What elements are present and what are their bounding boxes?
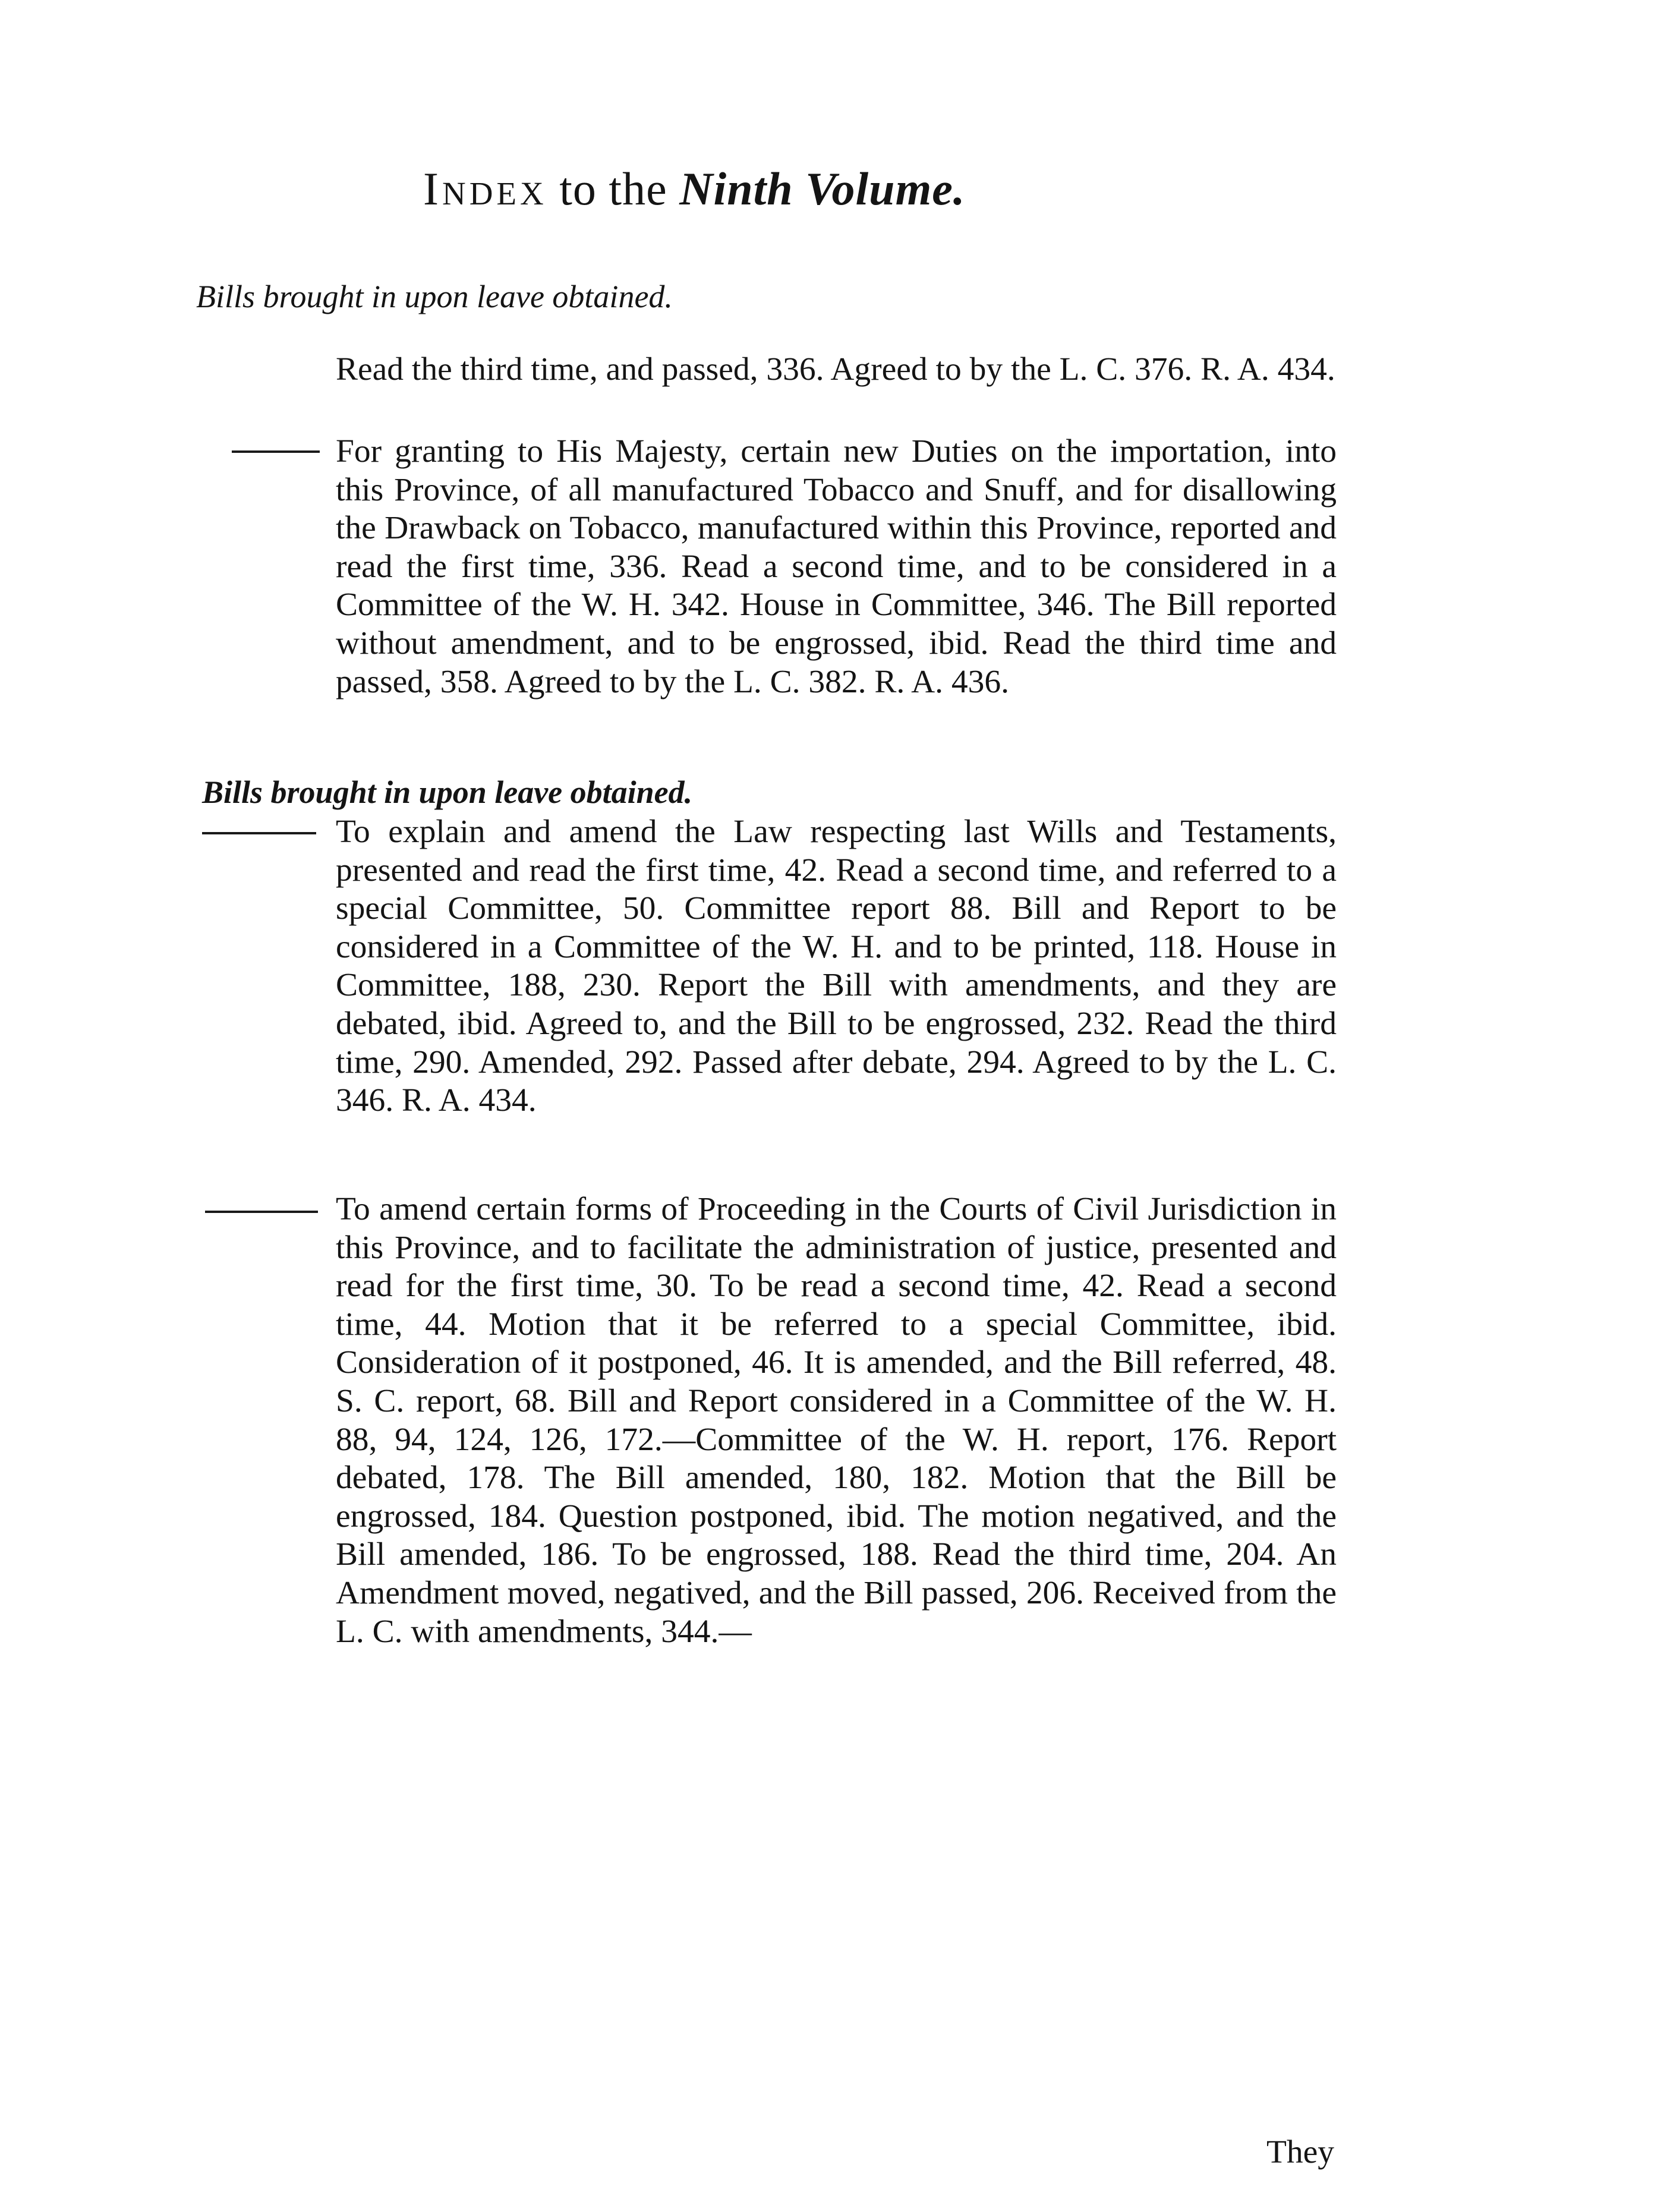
title-prefix: Index [423, 163, 547, 215]
title-middle: to the [547, 163, 680, 215]
section-heading-1: Bills brought in upon leave obtained. [196, 279, 673, 314]
entry-dash-2 [202, 832, 316, 834]
entry-dash-1 [232, 450, 320, 453]
section-heading-2: Bills brought in upon leave obtained. [202, 774, 693, 810]
catchword: They [1266, 2134, 1334, 2170]
index-entry-3: To explain and amend the Law respecting last Wills and Testaments, presented and read the first time, 42. Read a second time, and referred to a special Committee, 50. Committee report 88. Bill and Report to be considered in a Committee of the W. H. and to be printed, 118. House in Committee, 188, 230. Report the Bill with amendments, and they are debated, ibid. Agreed to, and the Bill to be engrossed, 232. Read the third time, 290. Amended, 292. Passed after debate, 294. Agreed to by the L. C. 346. R. A. 434. [336, 814, 1337, 1119]
page-title [423, 159, 1285, 219]
entry-dash-3 [205, 1211, 318, 1213]
index-entry-2: For granting to His Majesty, certain new Duties on the importation, into this Province, of all manufactured Tobacco and Snuff, and for disallowing the Drawback on Tobacco, manufactured within this Province, reported and read the first time, 336. Read a second time, and to be considered in a Committee of the W. H. 342. House in Committee, 346. The Bill reported without amendment, and to be engrossed, ibid. Read the third time and passed, 358. Agreed to by the L. C. 382. R. A. 436. [336, 433, 1337, 700]
title-emphasis: Ninth Volume. [679, 163, 966, 215]
index-entry-4: To amend certain forms of Proceeding in the Courts of Civil Jurisdiction in this Province, and to facilitate the administration of justice, presented and read for the first time, 30. To be read a second time, 42. Read a second time, 44. Motion that it be referred to a special Committee, ibid. Consideration of it postponed, 46. It is amended, and the Bill referred, 48. S. C. report, 68. Bill and Report considered in a Committee of the W. H. 88, 94, 124, 126, 172.—Committee of the W. H. report, 176. Report debated, 178. The Bill amended, 180, 182. Motion that the Bill be engrossed, 184. Question postponed, ibid. The motion negatived, and the Bill amended, 186. To be engrossed, 188. Read the third time, 204. An Amendment moved, negatived, and the Bill passed, 206. Received from the L. C. with amendments, 344.— [336, 1191, 1337, 1650]
index-entry-1: Read the third time, and passed, 336. Agreed to by the L. C. 376. R. A. 434. [336, 351, 1335, 387]
